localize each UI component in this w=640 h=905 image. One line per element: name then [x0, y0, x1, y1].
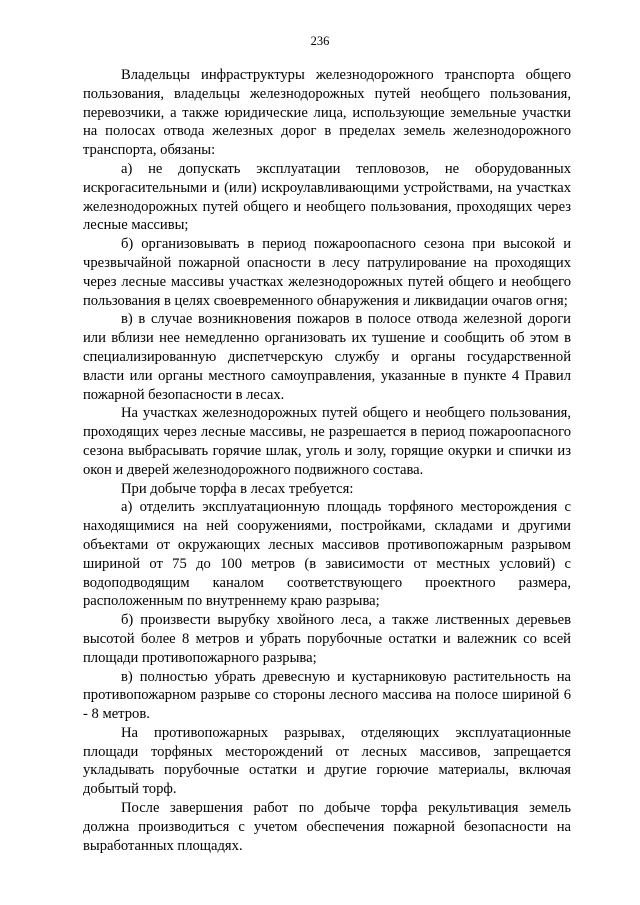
paragraph-item-b-patrolling: б) организовывать в период пожароопасного сезона при высокой и чрезвычайной пожарной опасности в лесу патрулирование на проходящих через лесные массивы участках железнодорожных путей общего и необщего пользования в целях своевременного обнаружения и ликвидации очагов огня; [83, 236, 571, 309]
document-body [83, 66, 571, 855]
paragraph-reclamation: После завершения работ по добыче торфа рекультивация земель должна производиться с учетом обеспечения пожарной безопасности на выработанных площадях. [83, 800, 571, 854]
paragraph-item-a-locomotives: а) не допускать эксплуатации тепловозов, не оборудованных искрогасительными и (или) искроулавливающими устройствами, на участках железнодорожных путей общего и необщего пользования, проходящих через лесные массивы; [83, 160, 571, 234]
page-number: 236 [310, 34, 330, 48]
paragraph-item-c-fire-response: в) в случае возникновения пожаров в полосе отвода железной дороги или вблизи нее немедленно организовать их тушение и сообщить об этом в специализированную диспетчерскую службу и органы государственной власти или органы местного самоуправления, указанные в пункте 4 Правил пожарной безопасности в лесах. [83, 311, 571, 403]
paragraph-peat-extraction-intro: При добыче торфа в лесах требуется: [121, 480, 354, 497]
paragraph-peat-item-a-firebreak: а) отделить эксплуатационную площадь торфяного месторождения с находящимися на ней сооружениями, постройками, складами и другими объектами от окружающих лесных массивов противопожарным разрывом шириной от 75 до 100 метров (в зависимости от местных условий) с водоподводящим каналом соответствующего проектного размера, расположенным по внутреннему краю разрыва; [83, 499, 571, 610]
paragraph-peat-item-b-clearing: б) произвести вырубку хвойного леса, а также лиственных деревьев высотой более 8 метров и убрать порубочные остатки и валежник со всей площади противопожарного разрыва; [83, 612, 571, 666]
paragraph-firebreak-prohibition: На противопожарных разрывах, отделяющих эксплуатационные площади торфяных месторождений от лесных массивов, запрещается укладывать порубочные остатки и другие горючие материалы, включая добытый торф. [83, 724, 571, 798]
paragraph-peat-item-c-vegetation: в) полностью убрать древесную и кустарниковую растительность на противопожарном разрыве со стороны лесного массива на полосе шириной 6 - 8 метров. [83, 668, 571, 723]
paragraph-railway-prohibition: На участках железнодорожных путей общего и необщего пользования, проходящих через лесные массивы, не разрешается в период пожароопасного сезона выбрасывать горячие шлак, уголь и золу, горящие окурки и спички из окон и дверей железнодорожного подвижного состава. [83, 405, 571, 478]
paragraph-infrastructure-owners-duties: Владельцы инфраструктуры железнодорожного транспорта общего пользования, владельцы железнодорожных путей необщего пользования, перевозчики, а также юридические лица, использующие земельные участки на полосах отвода железных дорог в пределах земель железнодорожного транспорта, обязаны: [83, 67, 571, 159]
